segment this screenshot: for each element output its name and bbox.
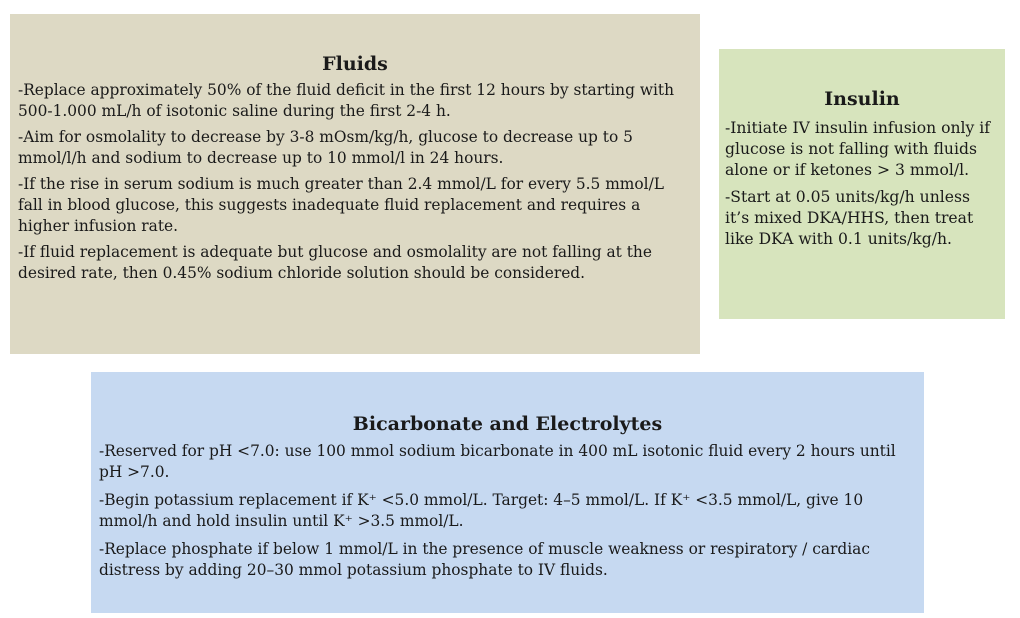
fluids-paragraph: -If the rise in serum sodium is much greater than 2.4 mmol/L for every 5.5 mmol/L fall in blood glucose, this suggests inadequate fluid replacement and requires a higher infusion rate. — [18, 175, 664, 235]
fluids-title: Fluids — [322, 53, 388, 75]
bicarbonate-electrolytes-paragraph: -Replace phosphate if below 1 mmol/L in the presence of muscle weakness or respiratory / cardiac distress by adding 20–30 mmol potassium phosphate to IV fluids. — [99, 540, 870, 579]
bicarbonate-electrolytes-paragraph: -Begin potassium replacement if K⁺ <5.0 mmol/L. Target: 4–5 mmol/L. If K⁺ <3.5 mmol/L, give 10 mmol/h and hold insulin until K⁺ >3.5 mmol/L. — [99, 491, 864, 530]
bicarbonate-electrolytes-box — [91, 372, 924, 613]
fluids-paragraph: -If fluid replacement is adequate but glucose and osmolality are not falling at the desired rate, then 0.45% sodium chloride solution should be considered. — [18, 243, 652, 282]
bicarbonate-electrolytes-title: Bicarbonate and Electrolytes — [352, 413, 663, 435]
fluids-paragraph: -Aim for osmolality to decrease by 3-8 mOsm/kg/h, glucose to decrease up to 5 mmol/l/h and sodium to decrease up to 10 mmol/l in 24 hours. — [18, 128, 633, 167]
fluids-paragraph: -Replace approximately 50% of the fluid deficit in the first 12 hours by starting with 500-1.000 mL/h of isotonic saline during the first 2-4 h. — [18, 81, 675, 120]
insulin-box — [719, 49, 1005, 319]
insulin-paragraph: -Initiate IV insulin infusion only if glucose is not falling with fluids alone or if ketones > 3 mmol/l. — [725, 119, 991, 179]
insulin-title: Insulin — [824, 88, 900, 110]
insulin-paragraph: -Start at 0.05 units/kg/h unless it’s mixed DKA/HHS, then treat like DKA with 0.1 units/kg/h. — [725, 188, 974, 248]
bicarbonate-electrolytes-paragraph: -Reserved for pH <7.0: use 100 mmol sodium bicarbonate in 400 mL isotonic fluid every 2 hours until pH >7.0. — [99, 442, 896, 481]
fluids-box — [10, 14, 700, 354]
